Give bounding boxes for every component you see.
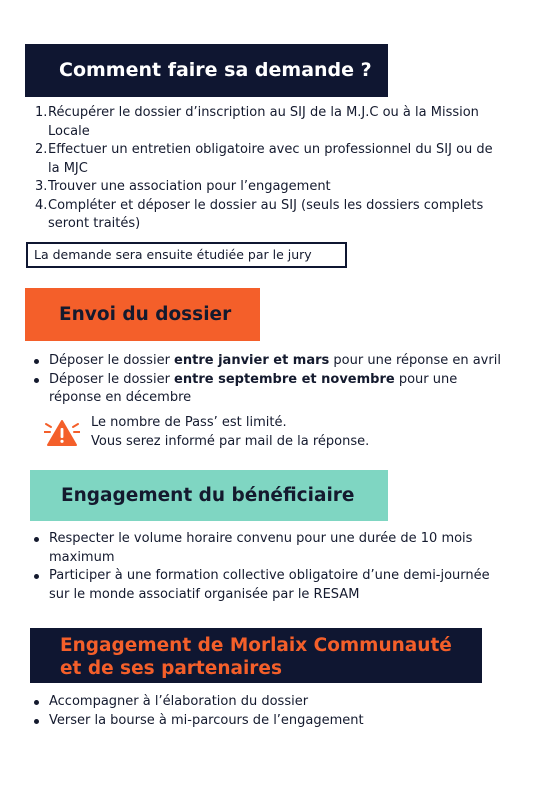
- list-item: Respecter le volume horaire convenu pour une durée de 10 mois maximum: [30, 530, 510, 567]
- list-item: Participer à une formation collective obligatoire d’une demi-journée sur le monde associatif organisée par le RESAM: [30, 567, 510, 604]
- demande-heading-banner: [25, 44, 388, 97]
- beneficiaire-heading: Engagement du bénéficiaire: [61, 485, 355, 506]
- envoi-list: [30, 352, 510, 408]
- demande-heading: Comment faire sa demande ?: [59, 59, 372, 81]
- demande-steps-list: [30, 104, 500, 234]
- warning-triangle-icon: [44, 418, 80, 448]
- beneficiaire-heading-banner: [30, 470, 388, 521]
- morlaix-heading-line-1: Engagement de Morlaix Communauté: [60, 635, 452, 656]
- morlaix-heading-banner: [30, 628, 482, 683]
- jury-note: La demande sera ensuite étudiée par le jury: [34, 247, 312, 262]
- list-item: Verser la bourse à mi-parcours de l’engagement: [30, 712, 510, 731]
- jury-note-box: [26, 242, 347, 268]
- list-item: 3. Trouver une association pour l’engagement: [35, 179, 331, 194]
- warning-text: [91, 414, 421, 451]
- warning-line-2: Vous serez informé par mail de la réponse.: [91, 433, 370, 449]
- beneficiaire-list: [30, 530, 510, 604]
- list-item: 2. Effectuer un entretien obligatoire avec un professionnel du SIJ ou de la MJC: [35, 142, 493, 176]
- list-item: Accompagner à l’élaboration du dossier: [30, 693, 510, 712]
- list-item: Déposer le dossier entre septembre et novembre pour une réponse en décembre: [30, 371, 510, 408]
- warning-line-1: Le nombre de Pass’ est limité.: [91, 415, 287, 430]
- list-item: 1. Récupérer le dossier d’inscription au SIJ de la M.J.C ou à la Mission Locale: [35, 105, 479, 139]
- envoi-heading-banner: [25, 288, 260, 341]
- morlaix-heading-line-2: et de ses partenaires: [60, 658, 282, 679]
- morlaix-list: [30, 693, 510, 730]
- envoi-heading: Envoi du dossier: [59, 304, 232, 325]
- list-item: Déposer le dossier entre janvier et mars pour une réponse en avril: [30, 352, 510, 371]
- list-item: 4. Compléter et déposer le dossier au SIJ (seuls les dossiers complets seront traités): [35, 197, 484, 231]
